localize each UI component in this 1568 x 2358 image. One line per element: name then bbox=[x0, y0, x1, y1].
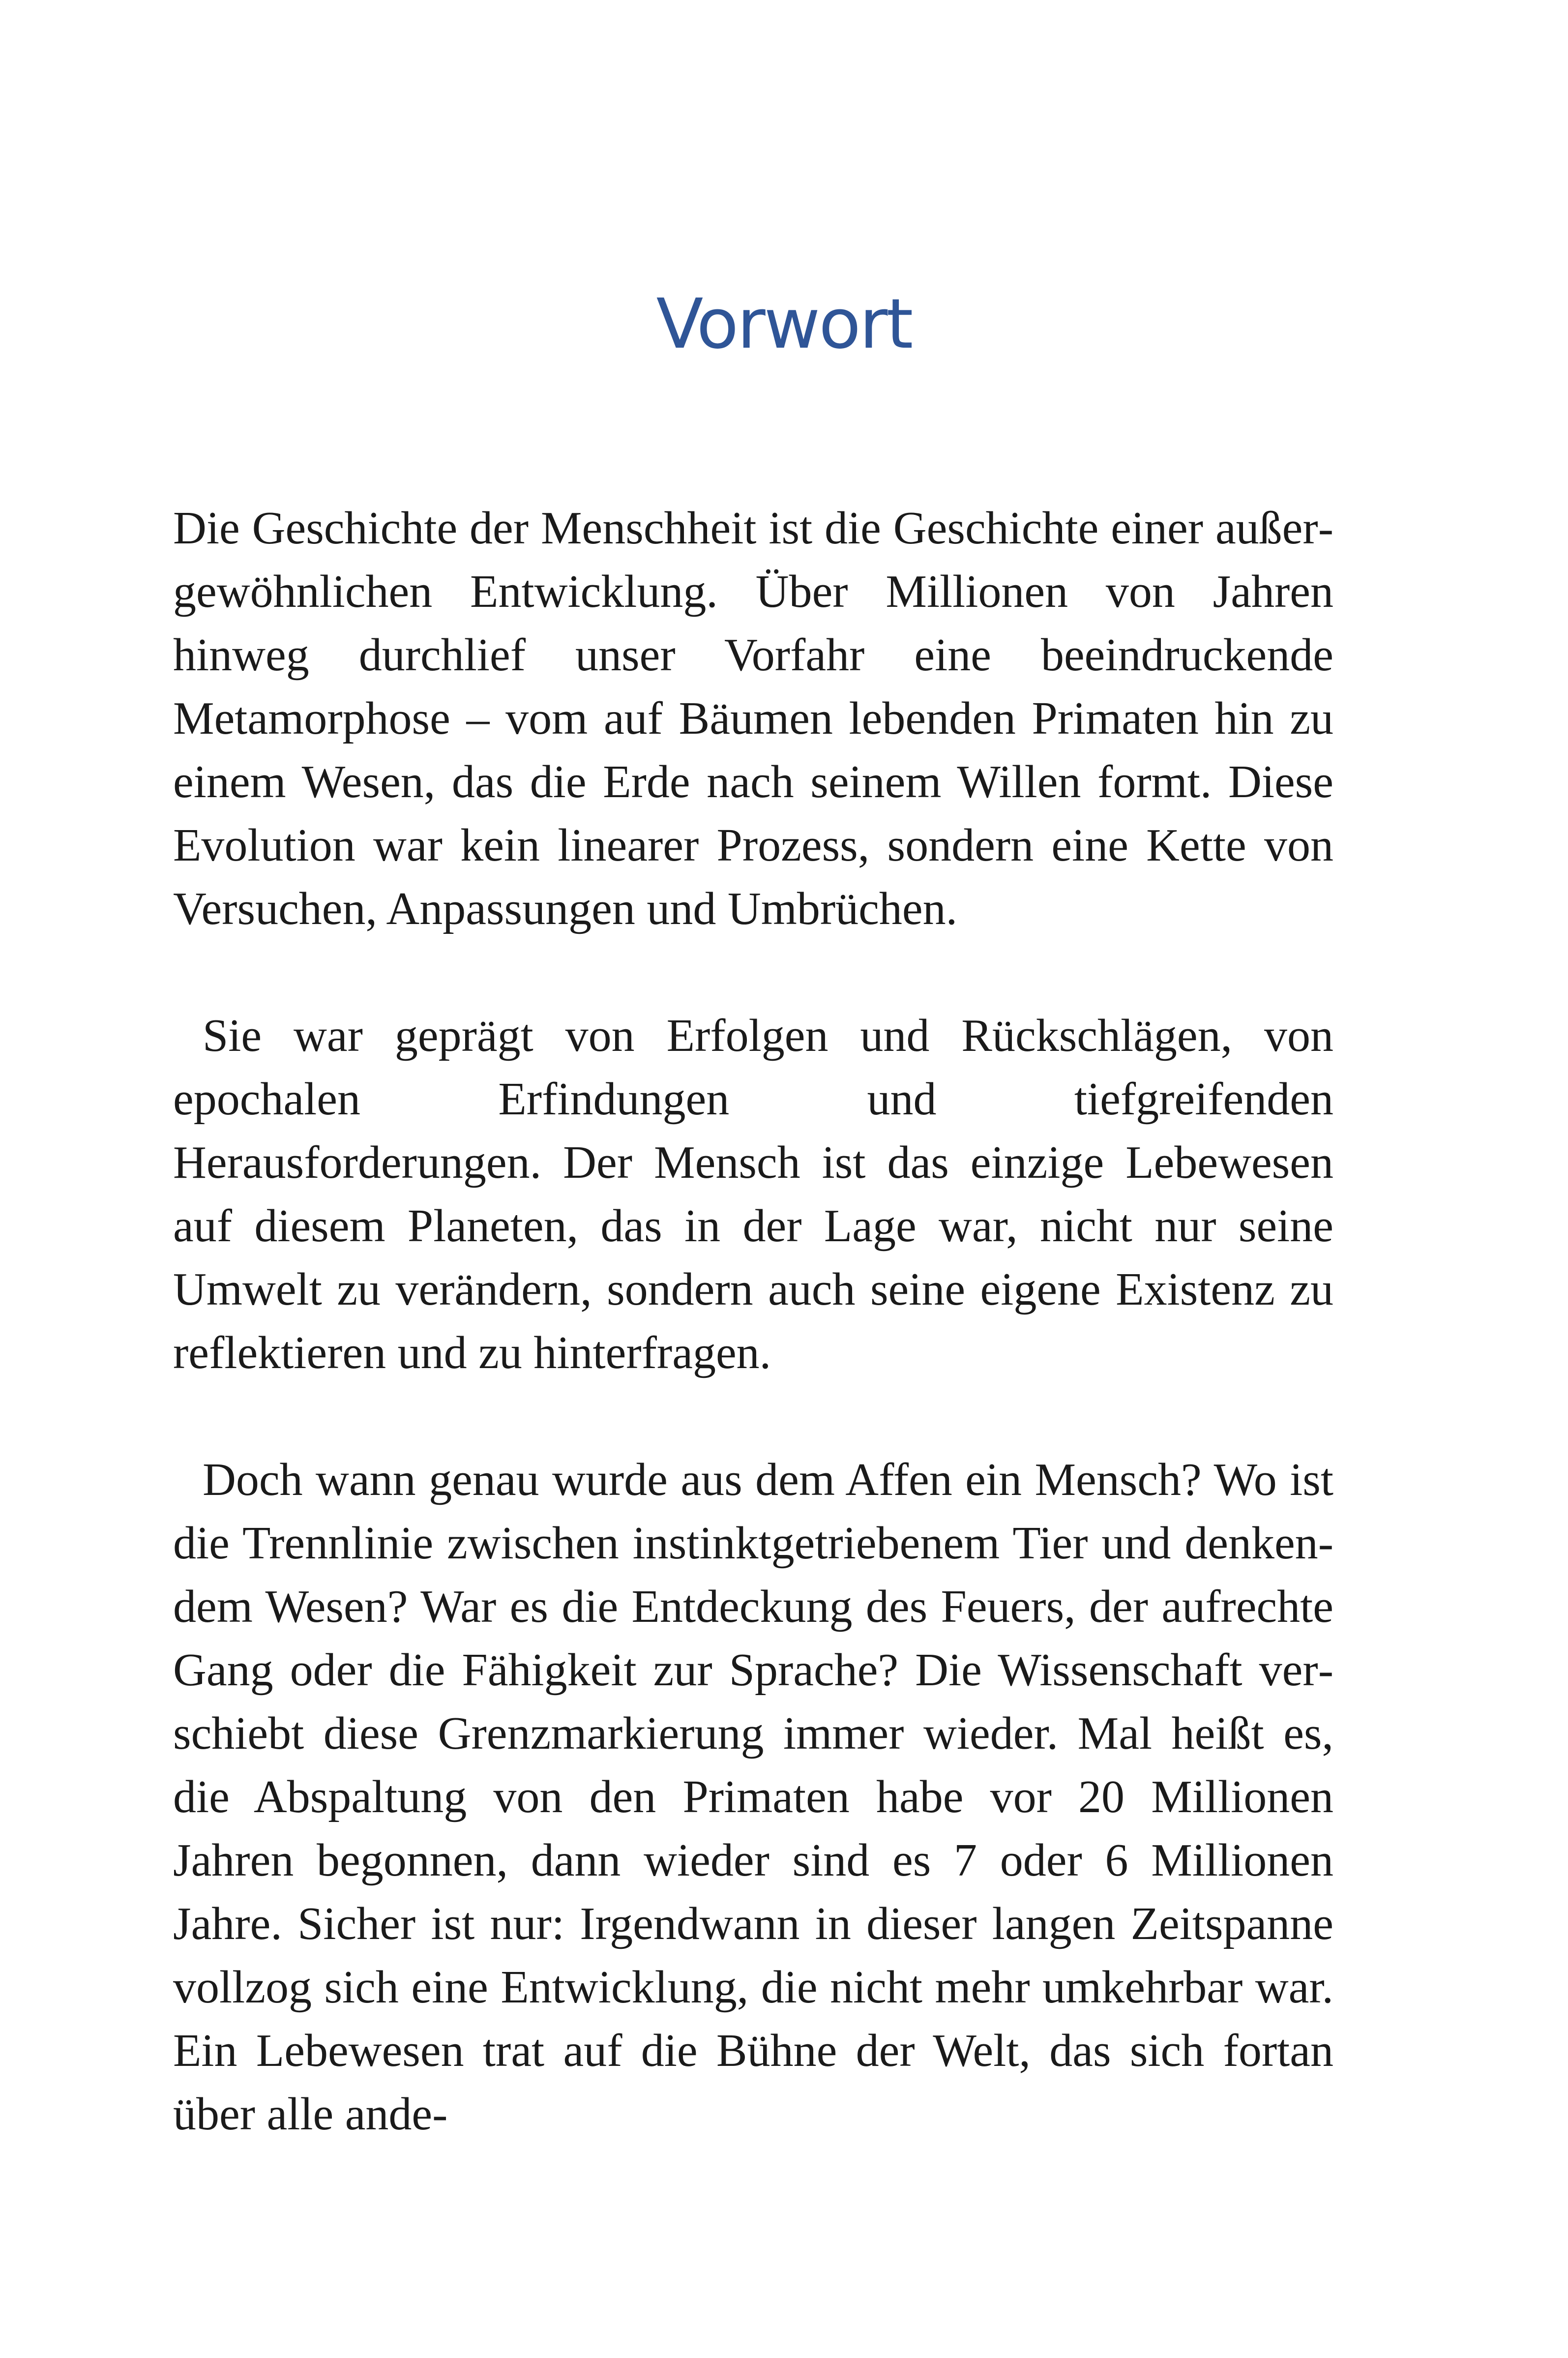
paragraph-1: Die Geschichte der Menschheit ist die Geschichte einer außergewöhnlichen Entwicklung. Über Millionen von Jahren hinweg durchlief unser Vorfahr eine beeindruckende Metamorphose – vom auf Bäumen lebenden Primaten hin zu einem Wesen, das die Erde nach seinem Willen formt. Diese Evolution war kein linearer Prozess, sondern eine Kette von Versuchen, Anpassungen und Umbrüchen. bbox=[173, 503, 1333, 934]
page-title: Vorwort bbox=[656, 284, 912, 364]
body-text bbox=[173, 497, 1333, 2146]
paragraph-2: Sie war geprägt von Erfolgen und Rückschlägen, von epochalen Erfindungen und tiefgreifenden Herausforderungen. Der Mensch ist das einzige Lebewesen auf diesem Planeten, das in der Lage war, nicht nur seine Umwelt zu verändern, sondern auch seine eigene Existenz zu reflektieren und zu hinterfragen. bbox=[173, 1010, 1333, 1378]
paragraph-3: Doch wann genau wurde aus dem Affen ein Mensch? Wo ist die Trennlinie zwischen instinktgetriebenem Tier und denkendem Wesen? War es die Entdeckung des Feuers, der aufrechte Gang oder die Fähigkeit zur Sprache? Die Wissenschaft verschiebt diese Grenzmarkierung immer wieder. Mal heißt es, die Abspaltung von den Primaten habe vor 20 Millionen Jahren begonnen, dann wieder sind es 7 oder 6 Millionen Jahre. Sicher ist nur: Irgendwann in dieser langen Zeitspanne vollzog sich eine Entwicklung, die nicht mehr umkehrbar war. Ein Lebewesen trat auf die Bühne der Welt, das sich fortan über alle ande- bbox=[173, 1454, 1333, 2140]
